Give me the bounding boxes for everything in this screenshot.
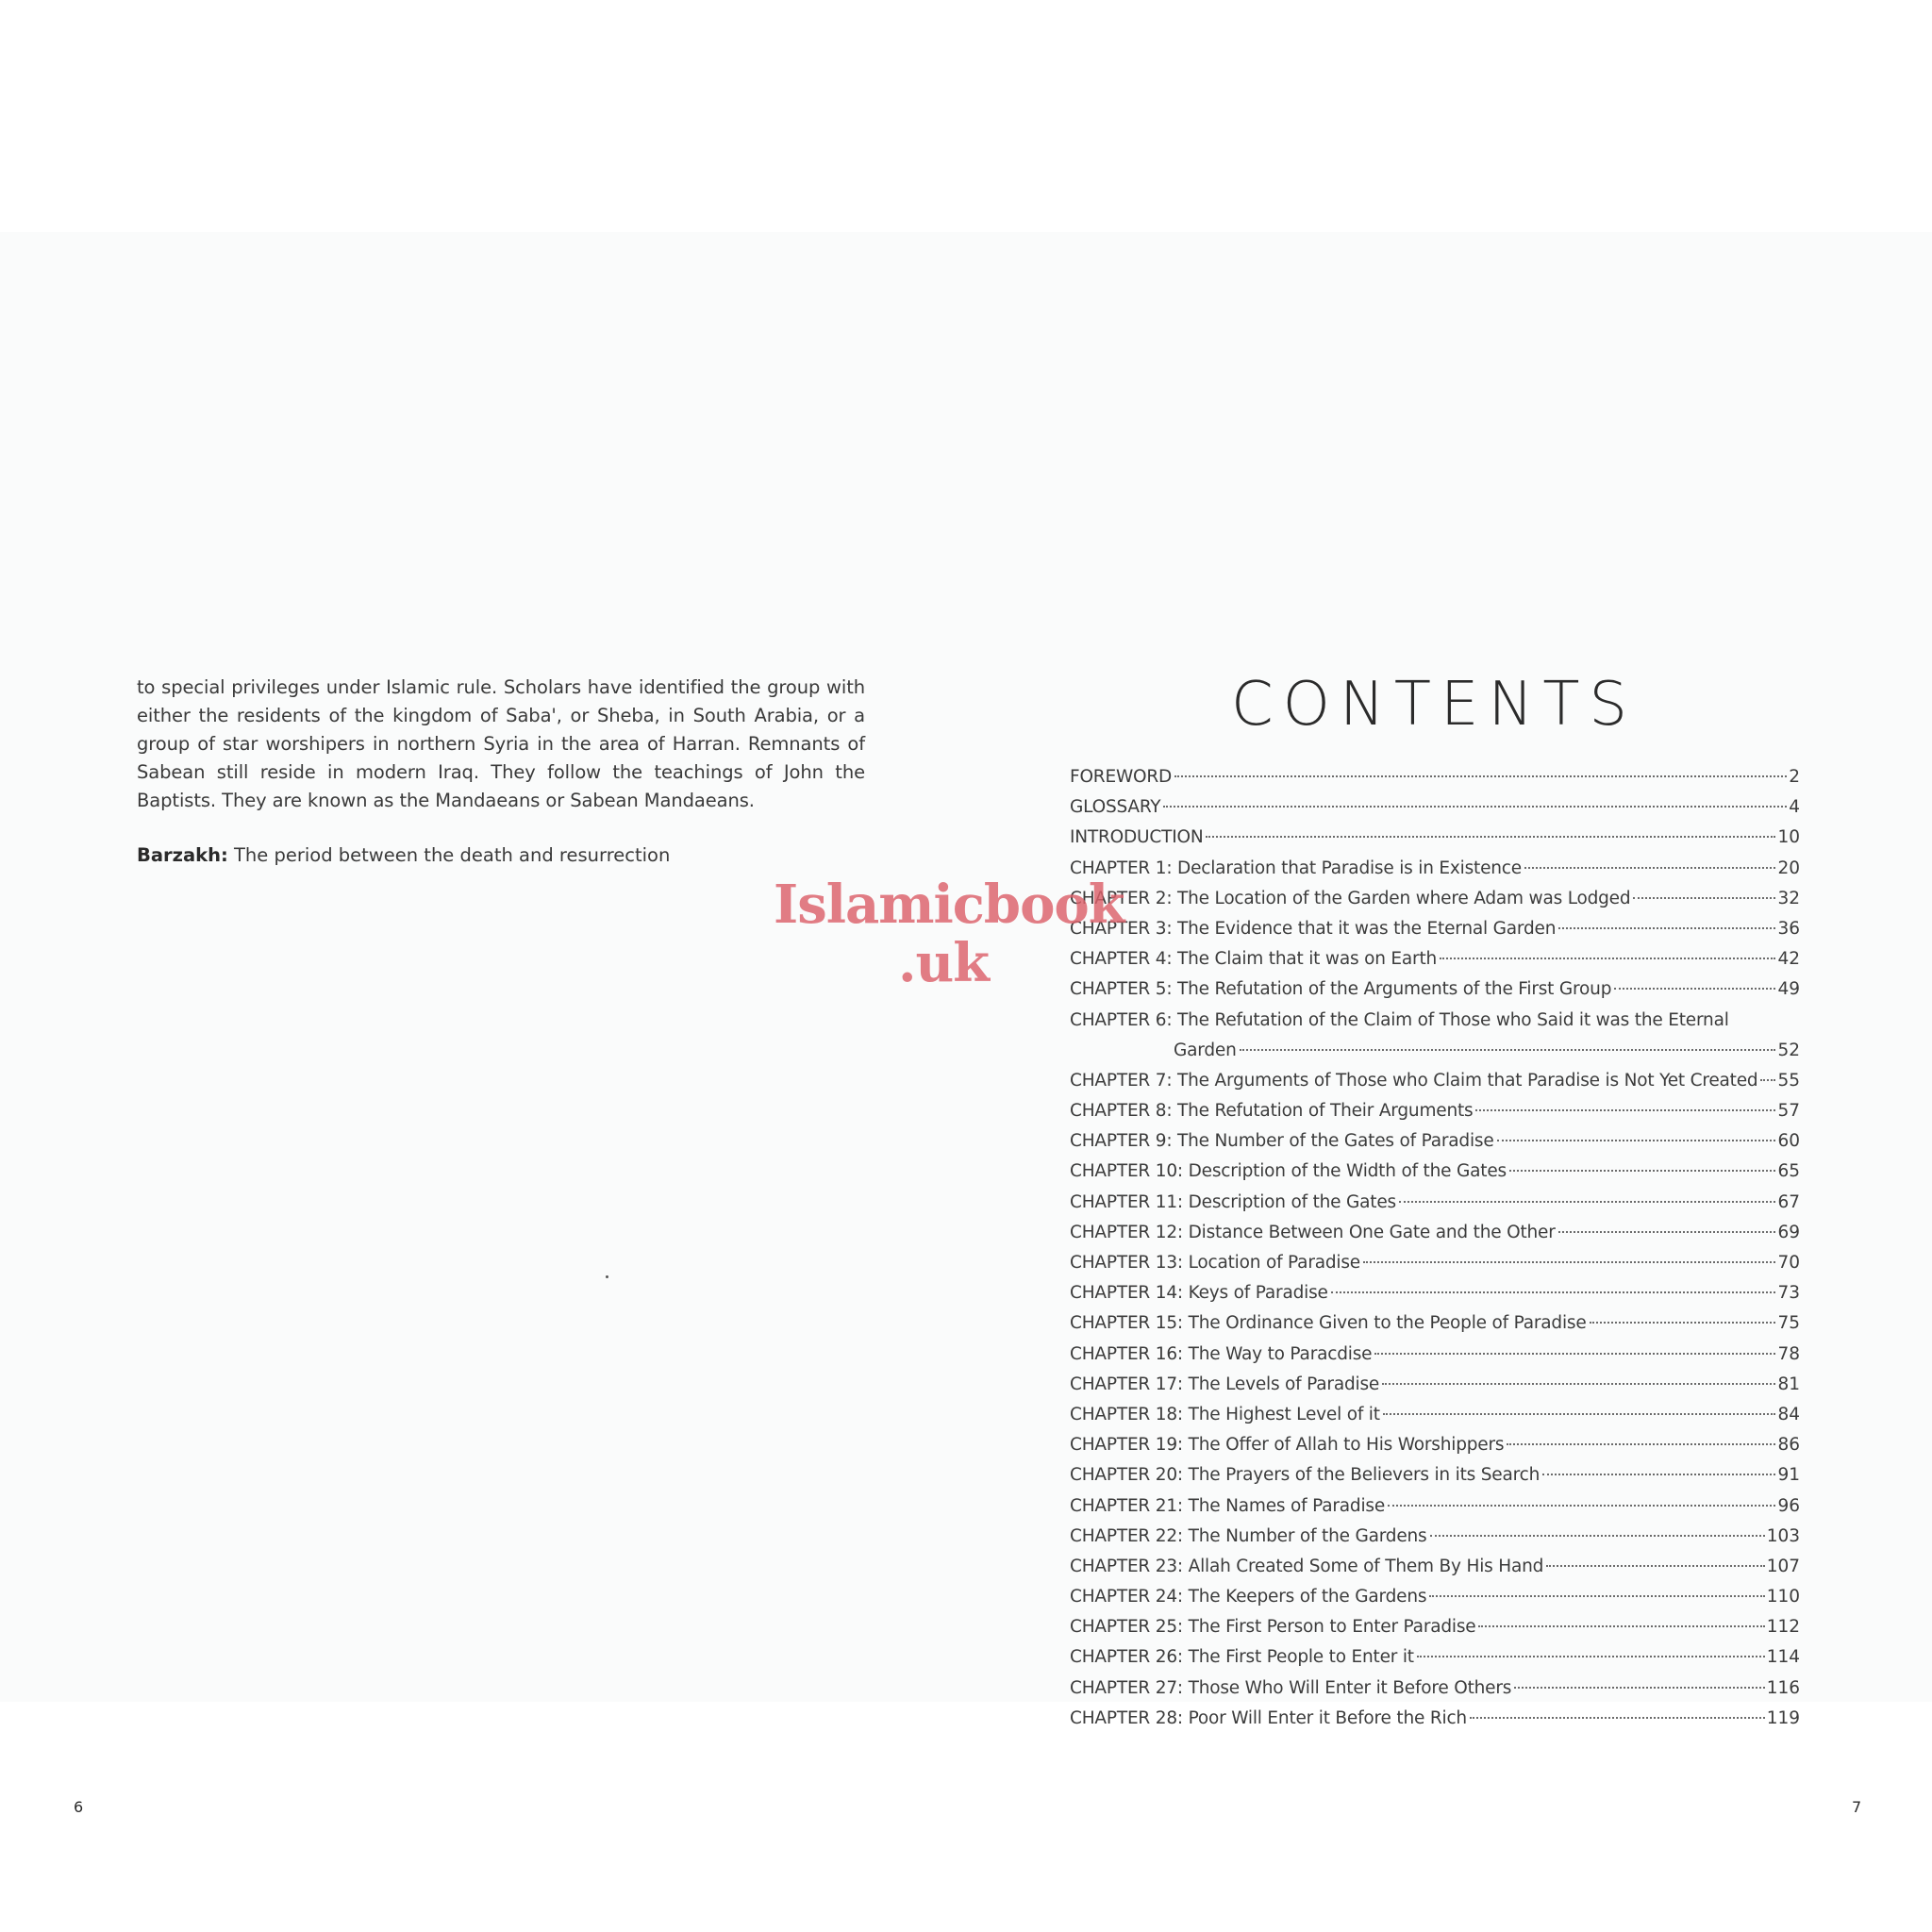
toc-entry-title: CHAPTER 27: Those Who Will Enter it Before Others xyxy=(1070,1677,1512,1698)
toc-entry-title: CHAPTER 3: The Evidence that it was the Eternal Garden xyxy=(1070,918,1557,939)
toc-dot-leader xyxy=(1382,1383,1775,1385)
toc-dot-leader xyxy=(1388,1505,1775,1507)
watermark-line-1: Islamicbook xyxy=(774,874,1124,936)
toc-entry-title: CHAPTER 25: The First Person to Enter Paradise xyxy=(1070,1617,1476,1638)
toc-entry-title: CHAPTER 5: The Refutation of the Arguments of the First Group xyxy=(1070,979,1612,1000)
toc-entry-page: 81 xyxy=(1777,1374,1800,1394)
toc-entry-title: CHAPTER 18: The Highest Level of it xyxy=(1070,1404,1380,1424)
toc-entry xyxy=(1070,762,1800,792)
toc-entry-page: 67 xyxy=(1777,1191,1800,1212)
toc-entry-title: CHAPTER 2: The Location of the Garden where Adam was Lodged xyxy=(1070,888,1631,908)
toc-entry-page: 60 xyxy=(1777,1131,1800,1152)
toc-entry xyxy=(1070,1460,1800,1491)
toc-entry xyxy=(1070,1066,1800,1096)
toc-dot-leader xyxy=(1614,988,1775,990)
toc-entry-page: 112 xyxy=(1766,1617,1800,1638)
toc-entry xyxy=(1070,1218,1800,1248)
toc-entry-page: 110 xyxy=(1766,1587,1800,1607)
toc-entry-title-continued: Garden xyxy=(1174,1040,1237,1060)
toc-dot-leader xyxy=(1558,927,1775,929)
toc-entry-title: CHAPTER 21: The Names of Paradise xyxy=(1070,1495,1386,1516)
toc-entry-title: CHAPTER 8: The Refutation of Their Arguments xyxy=(1070,1101,1474,1122)
toc-dot-leader xyxy=(1417,1656,1765,1657)
glossary-definition: The period between the death and resurrection xyxy=(227,844,671,866)
toc-entry xyxy=(1070,1006,1800,1036)
toc-entry-page: 91 xyxy=(1777,1465,1800,1486)
toc-entry-page: 103 xyxy=(1766,1525,1800,1546)
contents-title: CONTENTS xyxy=(1230,670,1638,740)
toc-entry-page: 96 xyxy=(1777,1495,1800,1516)
toc-dot-leader xyxy=(1524,867,1775,869)
toc-entry xyxy=(1070,1491,1800,1522)
toc-entry xyxy=(1070,1582,1800,1612)
toc-entry-page: 32 xyxy=(1777,888,1800,908)
toc-entry-title: CHAPTER 24: The Keepers of the Gardens xyxy=(1070,1587,1427,1607)
toc-entry-page: 4 xyxy=(1789,797,1800,818)
toc-dot-leader xyxy=(1475,1109,1775,1111)
toc-entry-page: 75 xyxy=(1777,1313,1800,1334)
page-number-right: 7 xyxy=(1852,1798,1862,1816)
toc-entry-title: CHAPTER 6: The Refutation of the Claim of Those who Said it was the Eternal xyxy=(1070,1009,1729,1030)
toc-dot-leader xyxy=(1206,836,1775,838)
glossary-entry-barzakh xyxy=(137,841,865,870)
toc-entry xyxy=(1070,1704,1800,1734)
toc-entry-page: 49 xyxy=(1777,979,1800,1000)
toc-dot-leader xyxy=(1542,1474,1775,1475)
toc-entry-page: 57 xyxy=(1777,1101,1800,1122)
toc-entry-page: 73 xyxy=(1777,1283,1800,1304)
toc-entry xyxy=(1070,1370,1800,1400)
toc-entry-title: CHAPTER 28: Poor Will Enter it Before the Rich xyxy=(1070,1707,1467,1728)
toc-dot-leader xyxy=(1590,1322,1776,1324)
toc-entry-page: 10 xyxy=(1777,827,1800,848)
toc-entry-title: GLOSSARY xyxy=(1070,797,1161,818)
toc-entry-title: CHAPTER 26: The First People to Enter it xyxy=(1070,1647,1414,1668)
toc-entry xyxy=(1070,1642,1800,1673)
toc-entry xyxy=(1070,944,1800,974)
toc-entry-title: CHAPTER 17: The Levels of Paradise xyxy=(1070,1374,1380,1394)
toc-dot-leader xyxy=(1383,1413,1776,1415)
toc-entry-title: CHAPTER 22: The Number of the Gardens xyxy=(1070,1525,1427,1546)
toc-dot-leader xyxy=(1240,1049,1776,1051)
toc-dot-leader xyxy=(1363,1261,1775,1263)
toc-entry-page: 52 xyxy=(1777,1040,1800,1060)
toc-entry xyxy=(1070,914,1800,944)
toc-entry xyxy=(1070,974,1800,1005)
toc-entry-title: CHAPTER 4: The Claim that it was on Earth xyxy=(1070,949,1438,970)
toc-entry-continuation xyxy=(1070,1036,1800,1066)
toc-entry-page: 65 xyxy=(1777,1161,1800,1182)
toc-entry xyxy=(1070,1340,1800,1370)
toc-entry xyxy=(1070,792,1800,823)
toc-dot-leader xyxy=(1374,1353,1775,1355)
toc-dot-leader xyxy=(1163,806,1787,808)
toc-entry-title: CHAPTER 23: Allah Created Some of Them By His Hand xyxy=(1070,1556,1544,1576)
toc-dot-leader xyxy=(1546,1565,1765,1567)
toc-entry-page: 78 xyxy=(1777,1343,1800,1364)
toc-dot-leader xyxy=(1760,1079,1775,1081)
toc-entry xyxy=(1070,1552,1800,1582)
toc-entry xyxy=(1070,1157,1800,1187)
toc-entry-title: CHAPTER 13: Location of Paradise xyxy=(1070,1253,1360,1273)
toc-entry xyxy=(1070,1430,1800,1460)
toc-entry-title: FOREWORD xyxy=(1070,767,1173,787)
toc-dot-leader xyxy=(1633,897,1775,899)
toc-entry-page: 20 xyxy=(1777,858,1800,878)
page-number-left: 6 xyxy=(74,1798,84,1816)
toc-dot-leader xyxy=(1497,1140,1776,1141)
toc-dot-leader xyxy=(1478,1625,1764,1627)
toc-entry-page: 114 xyxy=(1766,1647,1800,1668)
toc-entry-page: 86 xyxy=(1777,1435,1800,1456)
toc-dot-leader xyxy=(1430,1535,1765,1537)
toc-entry xyxy=(1070,1278,1800,1308)
toc-entry-page: 2 xyxy=(1789,767,1800,787)
table-of-contents xyxy=(1070,762,1800,1734)
toc-entry-page: 36 xyxy=(1777,918,1800,939)
toc-entry-page: 116 xyxy=(1766,1677,1800,1698)
toc-entry-title: CHAPTER 10: Description of the Width of the Gates xyxy=(1070,1161,1507,1182)
toc-dot-leader xyxy=(1440,958,1775,959)
toc-entry-title: CHAPTER 1: Declaration that Paradise is in Existence xyxy=(1070,858,1522,878)
toc-dot-leader xyxy=(1509,1170,1776,1172)
toc-entry-title: CHAPTER 20: The Prayers of the Believers in its Search xyxy=(1070,1465,1541,1486)
toc-dot-leader xyxy=(1429,1595,1764,1597)
toc-entry-page: 119 xyxy=(1766,1707,1800,1728)
glossary-paragraph: to special privileges under Islamic rule. Scholars have identified the group with either the residents of the kingdom of Saba', or Sheba, in South Arabia, or a group of star worshipers in northern Syria in the area of Harran. Remnants of Sabean still reside in modern Iraq. They follow the teachings of John the Baptists. They are known as the Mandaeans or Sabean Mandaeans. xyxy=(137,676,865,811)
toc-entry xyxy=(1070,1188,1800,1218)
toc-entry-title: CHAPTER 12: Distance Between One Gate and the Other xyxy=(1070,1222,1556,1242)
toc-entry-title: CHAPTER 16: The Way to Paracdise xyxy=(1070,1343,1373,1364)
toc-entry-title: CHAPTER 9: The Number of the Gates of Paradise xyxy=(1070,1131,1494,1152)
toc-entry xyxy=(1070,884,1800,914)
watermark xyxy=(774,874,1124,994)
toc-entry-page: 55 xyxy=(1777,1070,1800,1091)
toc-entry-title: INTRODUCTION xyxy=(1070,827,1204,848)
toc-dot-leader xyxy=(1174,775,1787,777)
toc-dot-leader xyxy=(1514,1687,1764,1689)
toc-dot-leader xyxy=(1507,1443,1775,1445)
toc-entry-page: 69 xyxy=(1777,1222,1800,1242)
toc-entry-title: CHAPTER 7: The Arguments of Those who Claim that Paradise is Not Yet Created xyxy=(1070,1070,1758,1091)
toc-entry xyxy=(1070,1248,1800,1278)
toc-entry-page: 70 xyxy=(1777,1253,1800,1273)
toc-dot-leader xyxy=(1399,1201,1775,1203)
toc-entry-page: 42 xyxy=(1777,949,1800,970)
toc-entry-title: CHAPTER 19: The Offer of Allah to His Worshippers xyxy=(1070,1435,1505,1456)
toc-entry-page: 84 xyxy=(1777,1404,1800,1424)
toc-entry-title: CHAPTER 15: The Ordinance Given to the People of Paradise xyxy=(1070,1313,1587,1334)
toc-entry xyxy=(1070,1400,1800,1430)
toc-entry-title: CHAPTER 11: Description of the Gates xyxy=(1070,1191,1396,1212)
toc-entry-page: 107 xyxy=(1766,1556,1800,1576)
toc-entry xyxy=(1070,1096,1800,1126)
toc-dot-leader xyxy=(1470,1717,1765,1719)
toc-entry xyxy=(1070,854,1800,884)
toc-dot-leader xyxy=(1558,1231,1776,1233)
stray-mark xyxy=(606,1275,608,1278)
toc-entry xyxy=(1070,1308,1800,1339)
toc-entry xyxy=(1070,1674,1800,1704)
toc-entry xyxy=(1070,823,1800,853)
watermark-line-2: .uk xyxy=(897,932,989,994)
glossary-term: Barzakh: xyxy=(137,844,228,866)
toc-entry-title: CHAPTER 14: Keys of Paradise xyxy=(1070,1283,1328,1304)
toc-entry xyxy=(1070,1126,1800,1157)
toc-entry xyxy=(1070,1522,1800,1552)
toc-dot-leader xyxy=(1331,1291,1776,1293)
toc-entry xyxy=(1070,1612,1800,1642)
